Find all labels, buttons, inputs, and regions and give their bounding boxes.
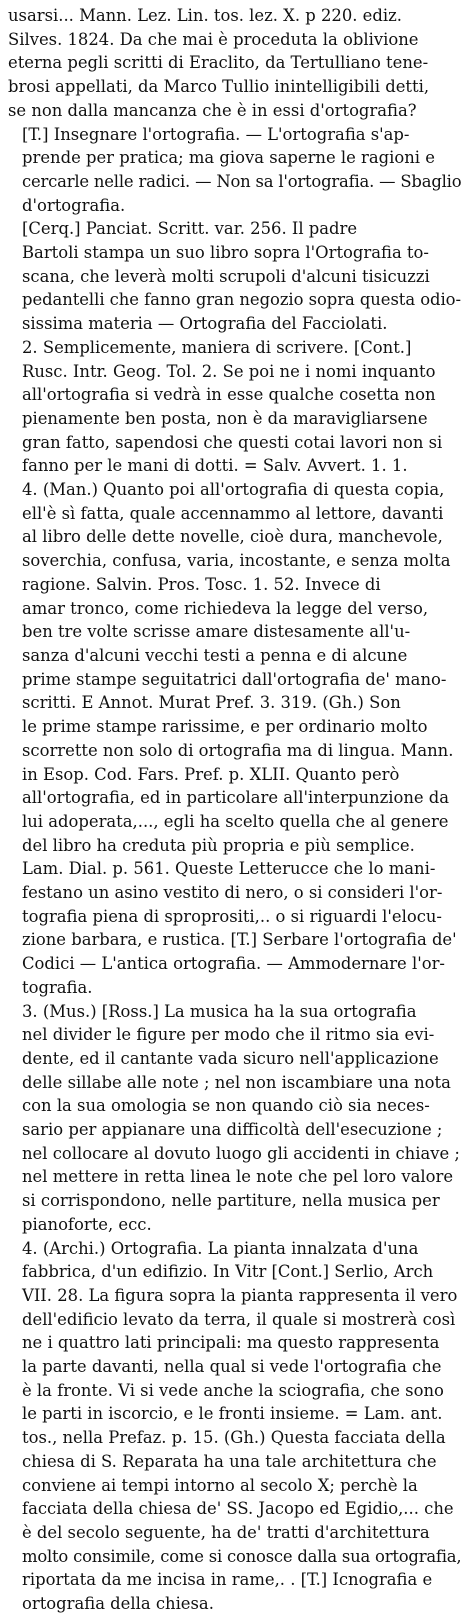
text-line: [T.] Insegnare l'ortografia. — L'ortografia s'ap- — [22, 124, 410, 144]
text-line: Lam. Dial. p. 561. Queste Letterucce che lo mani- — [22, 859, 436, 879]
text-line: all'ortografia, ed in particolare all'interpunzione da — [22, 788, 450, 808]
text-line: tos., nella Prefaz. p. 15. (Gh.) Questa facciata della — [22, 1428, 446, 1448]
text-line: al libro delle dette novelle, cioè dura, manchevole, — [22, 527, 443, 547]
text-line: Bartoli stampa un suo libro sopra l'Ortografia to- — [22, 243, 429, 263]
text-line: scana, che leverà molti scrupoli d'alcuni tisicuzzi — [22, 266, 430, 286]
text-line: tografia. — [22, 977, 93, 997]
text-line: soverchia, confusa, varia, incostante, e senza molta — [22, 551, 451, 571]
text-line: 4. (Man.) Quanto poi all'ortografia di questa copia, — [22, 480, 445, 500]
text-line: lui adoperata,..., egli ha scelto quella che al genere — [22, 811, 449, 831]
text-line: dente, ed il cantante vada sicuro nell'applicazione — [22, 1048, 439, 1068]
text-line: sanza d'alcuni vecchi testi a penna e di alcune — [22, 645, 408, 665]
text-line: all'ortografia si vedrà in esse qualche cosetta non — [22, 385, 436, 405]
paragraph — [8, 1000, 461, 1237]
text-line: si corrispondono, nelle partiture, nella musica per — [22, 1191, 440, 1211]
text-line: 2. Semplicemente, maniera di scrivere. [Cont.] — [22, 337, 412, 357]
text-line: sario per appianare una difficoltà dell'esecuzione ; — [22, 1120, 443, 1140]
text-line: molto consimile, come si conosce dalla sua ortografia, — [22, 1546, 462, 1566]
text-line: con la sua omologia se non quando ciò sia neces- — [22, 1096, 430, 1116]
text-line: ortografia della chiesa. — [22, 1594, 214, 1614]
text-line: del libro ha creduta più propria e più semplice. — [22, 835, 415, 855]
text-line: è del secolo seguente, ha de' tratti d'architettura — [22, 1523, 430, 1542]
text-line: prime stampe seguitatrici dall'ortografia de' mano- — [22, 669, 447, 689]
text-line: pianoforte, ecc. — [22, 1214, 152, 1234]
text-line: prende per pratica; ma giova saperne le ragioni e — [22, 148, 435, 168]
text-column — [8, 4, 461, 1616]
text-line: Silves. 1824. Da che mai è proceduta la oblivione — [8, 29, 419, 49]
paragraph — [8, 4, 461, 123]
text-line: è la fronte. Vi si vede anche la sciografia, che sono — [22, 1380, 444, 1400]
text-line: fanno per le mani di dotti. = Salv. Avvert. 1. 1. — [22, 456, 408, 476]
text-line: nel divider le figure per modo che il ritmo sia evi- — [22, 1025, 435, 1045]
text-line: 4. (Archi.) Ortografia. La pianta innalzata d'una — [22, 1238, 419, 1258]
text-line: usarsi... Mann. Lez. Lin. tos. lez. X. p 220. ediz. — [8, 6, 402, 25]
text-line: brosi appellati, da Marco Tullio inintelligibili detti, — [8, 77, 430, 97]
text-line: le prime stampe rarissime, e per ordinario molto — [22, 717, 428, 737]
text-line: facciata della chiesa de' SS. Jacopo ed Egidio,... che — [22, 1499, 454, 1519]
text-line: delle sillabe alle note ; nel non iscambiare una nota — [22, 1072, 451, 1092]
text-line: cercarle nelle radici. — Non sa l'ortografia. — Sbaglio — [22, 171, 462, 191]
text-line: eterna pegli scritti di Eraclito, da Tertulliano tene- — [8, 53, 429, 73]
text-line: pedantelli che fanno gran negozio sopra questa odio- — [22, 290, 461, 310]
paragraph — [8, 336, 461, 1000]
text-line: 3. (Mus.) [Ross.] La musica ha la sua ortografia — [22, 1001, 417, 1021]
text-line: Rusc. Intr. Geog. Tol. 2. Se poi ne i nomi inquanto — [22, 361, 436, 381]
text-line: nel collocare al dovuto luogo gli accidenti in chiave ; — [22, 1143, 460, 1163]
text-line: in Esop. Cod. Fars. Pref. p. XLII. Quanto però — [22, 764, 400, 784]
text-line: VII. 28. La figura sopra la pianta rappresenta il vero — [22, 1285, 458, 1305]
text-line: ne i quattro lati principali: ma questo rappresenta — [22, 1333, 440, 1353]
paragraph — [8, 217, 461, 336]
text-line: [Cerq.] Panciat. Scritt. var. 256. Il padre — [22, 219, 358, 239]
text-line: le parti in iscorcio, e le fronti insieme. = Lam. ant. — [22, 1404, 443, 1424]
text-line: ell'è sì fatta, quale accennammo al lettore, davanti — [22, 503, 444, 523]
text-line: ben tre volte scrisse amare distesamente all'u- — [22, 622, 411, 642]
text-line: la parte davanti, nella qual si vede l'ortografia che — [22, 1357, 442, 1377]
text-line: fabbrica, d'un edifizio. In Vitr [Cont.] Serlio, Arch — [22, 1262, 434, 1282]
text-line: pienamente ben posta, non è da maravigliarsene — [22, 408, 428, 428]
text-line: chiesa di S. Reparata ha una tale architettura che — [22, 1451, 437, 1471]
text-line: dell'edificio levato da terra, il quale si mostrerà così — [22, 1309, 456, 1329]
text-line: amar tronco, come richiedeva la legge del verso, — [22, 598, 429, 618]
text-line: d'ortografia. — [22, 195, 126, 215]
paragraph — [8, 1237, 461, 1616]
text-line: scorrette non solo di ortografia ma di lingua. Mann. — [22, 740, 454, 760]
text-line: nel mettere in retta linea le note che pel loro valore — [22, 1167, 454, 1187]
text-line: tografia piena di sproprositi,.. o si riguardi l'elocu- — [22, 906, 442, 926]
text-line: conviene ai tempi intorno al secolo X; perchè la — [22, 1475, 418, 1495]
text-line: scritti. E Annot. Murat Pref. 3. 319. (Gh.) Son — [22, 693, 401, 713]
text-line: zione barbara, e rustica. [T.] Serbare l'ortografia de' — [22, 930, 457, 950]
text-line: festano un asino vestito di nero, o si consideri l'or- — [22, 883, 443, 903]
text-line: gran fatto, sapendosi che questi cotai lavori non si — [22, 432, 443, 452]
text-line: se non dalla mancanza che è in essi d'ortografia? — [8, 100, 417, 120]
paragraph — [8, 123, 461, 218]
text-line: riportata da me incisa in rame,. . [T.] Icnografia e — [22, 1570, 433, 1590]
text-line: sissima materia — Ortografia del Facciolati. — [22, 314, 388, 334]
text-line: Codici — L'antica ortografia. — Ammodernare l'or- — [22, 954, 445, 974]
text-line: ragione. Salvin. Pros. Tosc. 1. 52. Invece di — [22, 574, 381, 594]
